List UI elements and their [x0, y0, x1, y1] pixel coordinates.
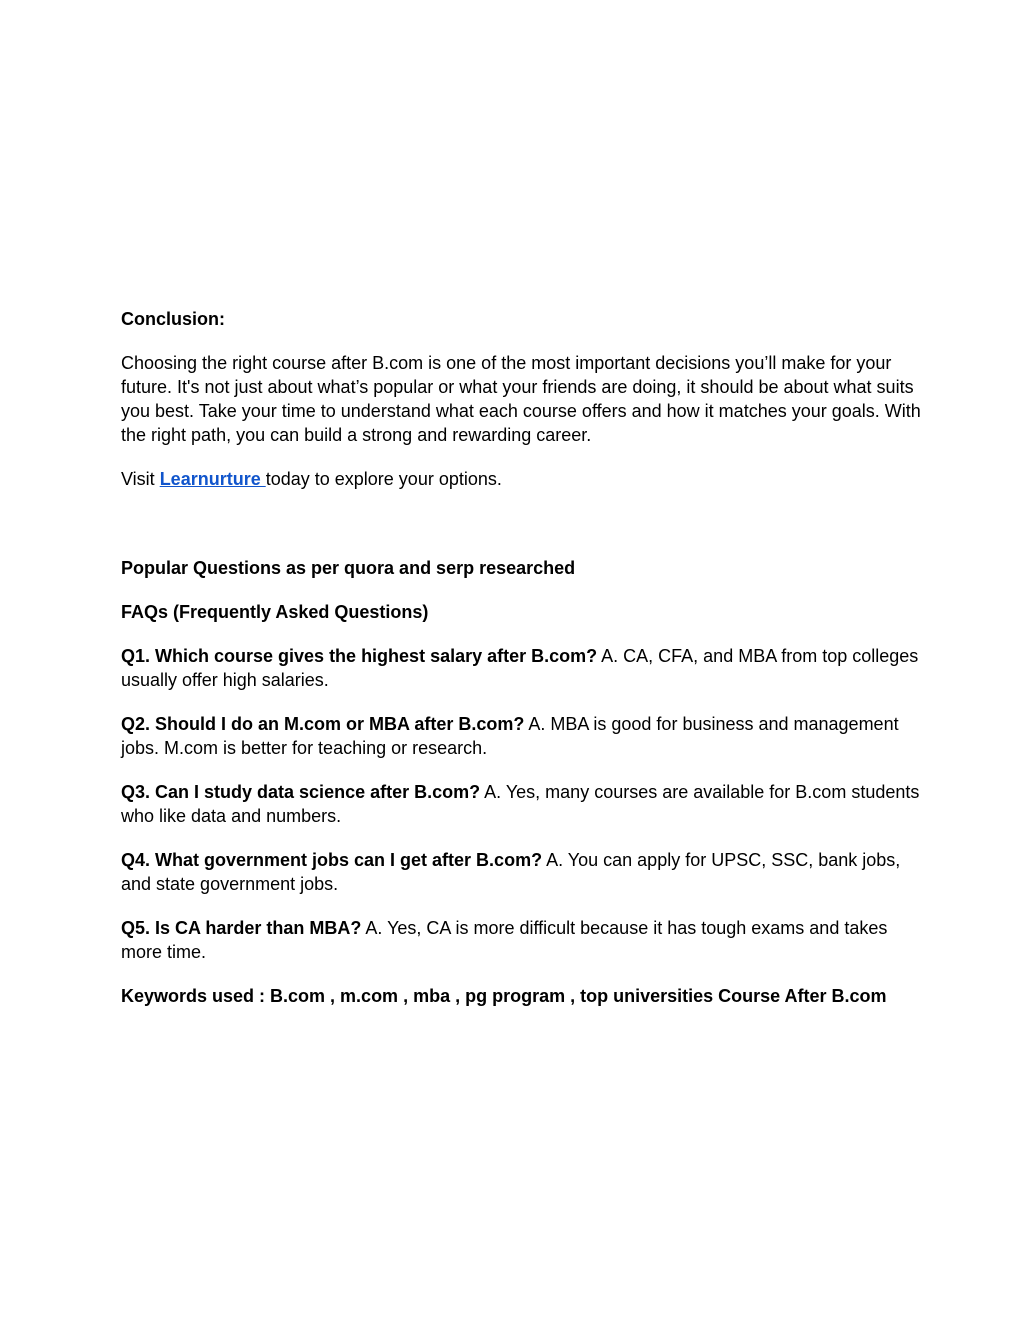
document-page	[121, 307, 921, 1008]
faq-answer: A. CA, CFA, and MBA from top colleges usually offer high salaries.	[121, 646, 919, 690]
faq-item	[121, 644, 921, 692]
faq-answer: A. Yes, many courses are available for B.com students who like data and numbers.	[121, 782, 920, 826]
faq-answer: A. Yes, CA is more difficult because it has tough exams and takes more time.	[121, 918, 888, 962]
conclusion-paragraph: Choosing the right course after B.com is one of the most important decisions you’ll make for your future. It's not just about what’s popular or what your friends are doing, it should be about what suits you best. Take your time to understand what each course offers and how it matches your goals. With the right path, you can build a strong and rewarding career.	[121, 353, 921, 445]
faq-item	[121, 916, 921, 964]
faq-item	[121, 712, 921, 760]
faq-question: Q3. Can I study data science after B.com?	[121, 782, 481, 802]
faq-item	[121, 780, 921, 828]
faq-question: Q5. Is CA harder than MBA?	[121, 918, 362, 938]
faq-answer: A. You can apply for UPSC, SSC, bank jobs, and state government jobs.	[121, 850, 901, 894]
keywords-line: Keywords used : B.com , m.com , mba , pg program , top universities Course After B.com	[121, 986, 887, 1006]
conclusion-heading: Conclusion:	[121, 309, 225, 329]
faq-heading: FAQs (Frequently Asked Questions)	[121, 602, 429, 622]
popular-questions-heading: Popular Questions as per quora and serp researched	[121, 558, 576, 578]
faq-item	[121, 848, 921, 896]
faq-question: Q2. Should I do an M.com or MBA after B.com?	[121, 714, 525, 734]
faq-question: Q1. Which course gives the highest salary after B.com?	[121, 646, 598, 666]
faq-question: Q4. What government jobs can I get after B.com?	[121, 850, 543, 870]
visit-prefix: Visit	[121, 469, 160, 489]
visit-suffix: today to explore your options.	[265, 469, 502, 489]
visit-line	[121, 467, 921, 491]
faq-answer: A. MBA is good for business and management jobs. M.com is better for teaching or research.	[121, 714, 899, 758]
learnurture-link[interactable]: Learnurture	[159, 469, 266, 489]
